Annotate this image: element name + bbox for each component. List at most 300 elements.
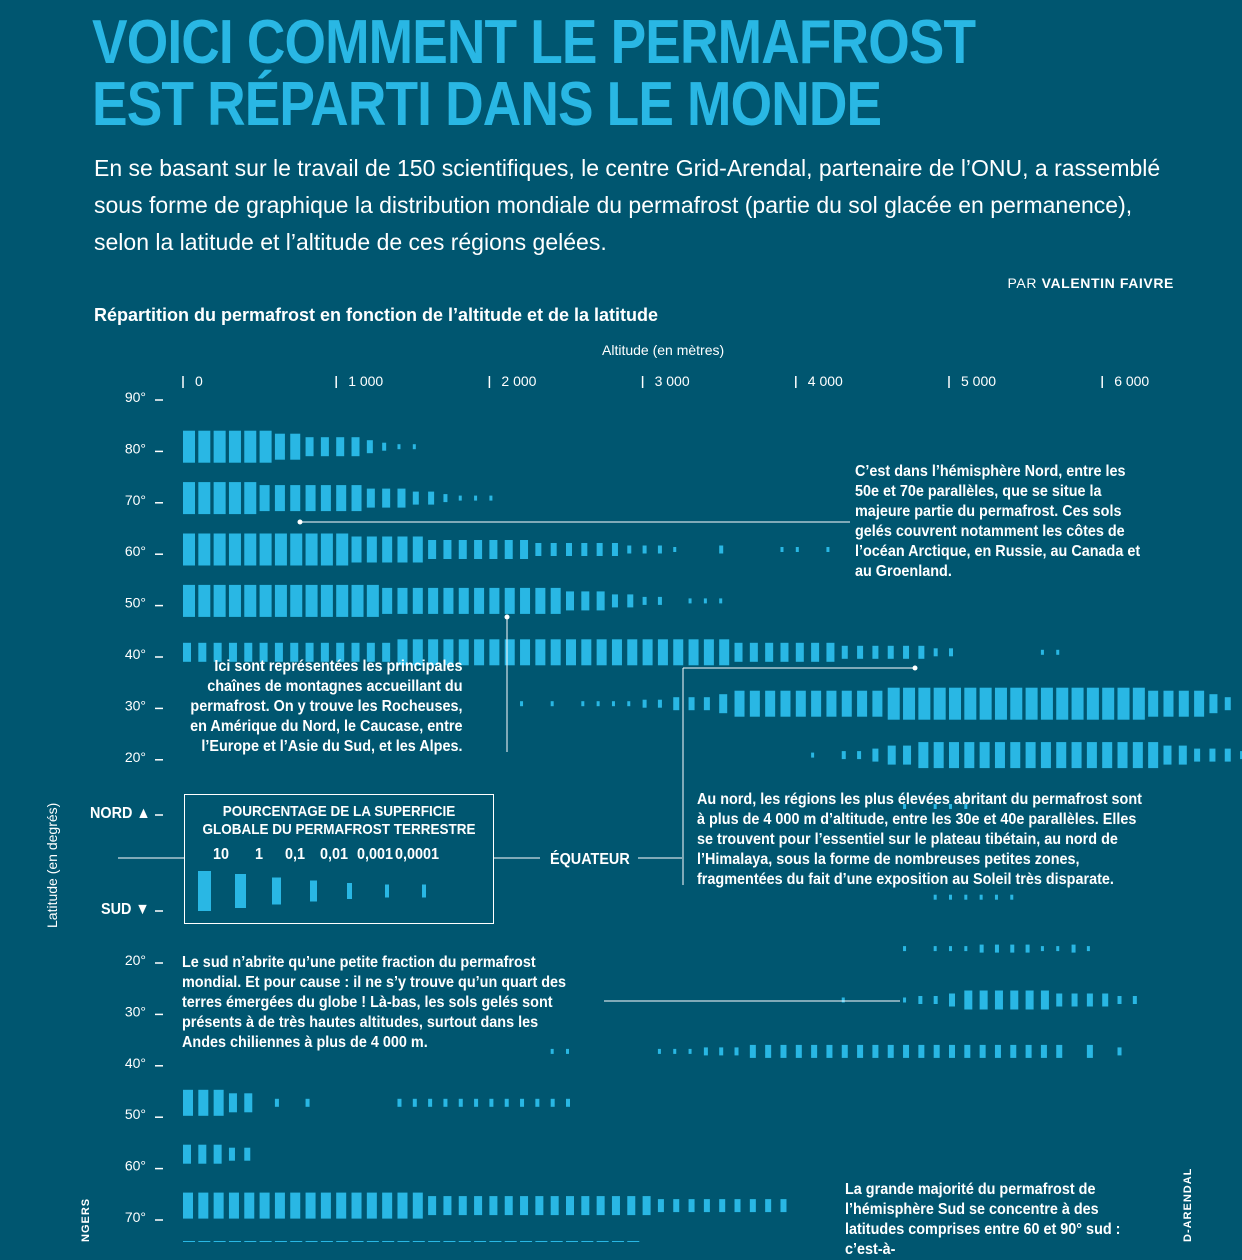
permafrost-bar bbox=[1056, 650, 1059, 655]
permafrost-bar bbox=[413, 588, 423, 614]
permafrost-bar bbox=[551, 543, 557, 556]
permafrost-bar bbox=[290, 485, 300, 511]
permafrost-bar bbox=[443, 494, 447, 502]
permafrost-bar bbox=[229, 534, 241, 566]
permafrost-bar bbox=[949, 742, 959, 768]
permafrost-bar bbox=[489, 1099, 493, 1107]
x-tick-label: 2 000 bbox=[501, 373, 537, 389]
permafrost-bar bbox=[719, 546, 723, 554]
permafrost-bar bbox=[474, 1099, 478, 1107]
permafrost-bar bbox=[260, 431, 272, 463]
permafrost-bar bbox=[1026, 688, 1038, 720]
permafrost-bar bbox=[244, 1093, 252, 1112]
note-mountains: Ici sont représentées les principales chaînes de montagnes accueillant du permafrost. On y trouve les Rocheuses, en Amérique du Nord, le Caucase, entre l’Europe et l’Asie du Sud, et les Alpes. bbox=[190, 658, 463, 755]
permafrost-bar bbox=[1118, 688, 1130, 720]
permafrost-bar bbox=[581, 591, 589, 610]
permafrost-bar bbox=[352, 537, 362, 563]
permafrost-bar bbox=[489, 540, 497, 559]
permafrost-bar bbox=[903, 946, 906, 951]
permafrost-bar bbox=[367, 585, 379, 617]
permafrost-bar bbox=[581, 701, 584, 706]
permafrost-bar bbox=[1056, 994, 1062, 1007]
permafrost-bar bbox=[382, 588, 392, 614]
permafrost-bar bbox=[872, 691, 882, 717]
permafrost-bar bbox=[520, 701, 523, 706]
permafrost-bar bbox=[719, 694, 727, 713]
permafrost-bar bbox=[229, 1093, 237, 1112]
permafrost-bar bbox=[214, 1193, 224, 1219]
permafrost-bar bbox=[397, 444, 400, 449]
permafrost-bar bbox=[995, 895, 998, 900]
permafrost-bar bbox=[566, 543, 572, 556]
permafrost-bar bbox=[612, 594, 618, 607]
permafrost-bar bbox=[597, 543, 603, 556]
permafrost-bar bbox=[612, 639, 622, 665]
permafrost-bar bbox=[244, 431, 256, 463]
permafrost-bar bbox=[551, 1099, 555, 1107]
permafrost-bar bbox=[857, 646, 863, 659]
permafrost-bar bbox=[275, 534, 287, 566]
permafrost-bar bbox=[367, 1193, 377, 1219]
permafrost-bar bbox=[535, 543, 541, 556]
permafrost-bar bbox=[321, 1193, 331, 1219]
permafrost-bar bbox=[1026, 742, 1036, 768]
permafrost-bar bbox=[1041, 991, 1049, 1010]
permafrost-bar bbox=[535, 639, 545, 665]
permafrost-bar bbox=[918, 996, 922, 1004]
legend-label-0-0001: 0,0001 bbox=[395, 846, 440, 863]
permafrost-bar bbox=[918, 1045, 924, 1058]
x-tick-label: 1 000 bbox=[348, 373, 384, 389]
permafrost-bar bbox=[1072, 994, 1078, 1007]
permafrost-bar bbox=[1087, 946, 1090, 951]
permafrost-bar bbox=[397, 1193, 407, 1219]
permafrost-bar bbox=[719, 1199, 725, 1212]
permafrost-bar bbox=[183, 1193, 193, 1219]
permafrost-bar bbox=[306, 1099, 310, 1107]
annotation-dot bbox=[298, 520, 303, 525]
permafrost-bar bbox=[566, 639, 576, 665]
equator-label: ÉQUATEUR bbox=[550, 851, 630, 868]
permafrost-bar bbox=[735, 691, 745, 717]
permafrost-bar bbox=[214, 585, 226, 617]
permafrost-bar bbox=[535, 588, 545, 614]
credit-left: NGERS bbox=[80, 1197, 92, 1242]
permafrost-bar bbox=[1133, 742, 1143, 768]
north-label: NORD ▲ bbox=[90, 805, 151, 822]
permafrost-bar bbox=[244, 1193, 254, 1219]
permafrost-bar bbox=[428, 492, 434, 505]
permafrost-bar bbox=[214, 431, 226, 463]
permafrost-bar bbox=[260, 1193, 270, 1219]
permafrost-bar bbox=[306, 485, 316, 511]
permafrost-bar bbox=[244, 482, 256, 514]
permafrost-bar bbox=[1209, 749, 1215, 762]
permafrost-bar bbox=[934, 946, 937, 951]
permafrost-bar bbox=[597, 639, 607, 665]
permafrost-bar bbox=[367, 537, 377, 563]
permafrost-bar bbox=[811, 691, 821, 717]
permafrost-bar bbox=[765, 691, 775, 717]
permafrost-bar bbox=[735, 643, 743, 662]
permafrost-bar bbox=[903, 998, 906, 1003]
permafrost-bar bbox=[428, 1099, 432, 1107]
permafrost-bar bbox=[520, 1196, 528, 1215]
permafrost-bar bbox=[934, 996, 938, 1004]
permafrost-bar bbox=[1010, 895, 1013, 900]
permafrost-bar bbox=[658, 700, 662, 708]
permafrost-bar bbox=[1118, 742, 1128, 768]
annotation-dot bbox=[913, 666, 918, 671]
permafrost-bar bbox=[214, 534, 226, 566]
permafrost-bar bbox=[673, 697, 679, 710]
permafrost-bar bbox=[1102, 994, 1108, 1007]
permafrost-bar bbox=[903, 1045, 909, 1058]
permafrost-bar bbox=[888, 646, 894, 659]
permafrost-bar bbox=[750, 1199, 756, 1212]
permafrost-bar bbox=[949, 688, 961, 720]
permafrost-bar bbox=[306, 437, 314, 456]
permafrost-bar bbox=[689, 697, 695, 710]
permafrost-bar bbox=[306, 534, 318, 566]
permafrost-bar bbox=[551, 1196, 559, 1215]
permafrost-bar bbox=[796, 691, 806, 717]
permafrost-bar bbox=[336, 437, 344, 456]
permafrost-bar bbox=[949, 895, 952, 900]
permafrost-bar bbox=[980, 991, 988, 1010]
permafrost-bar bbox=[780, 691, 790, 717]
permafrost-bar bbox=[459, 588, 469, 614]
permafrost-bar bbox=[459, 540, 467, 559]
permafrost-bar bbox=[857, 1045, 863, 1058]
permafrost-bar bbox=[750, 691, 760, 717]
permafrost-bar bbox=[520, 588, 530, 614]
permafrost-bar bbox=[643, 700, 647, 708]
permafrost-bar bbox=[566, 1099, 570, 1107]
permafrost-bar bbox=[443, 540, 451, 559]
permafrost-bar bbox=[995, 742, 1005, 768]
permafrost-bar bbox=[964, 895, 967, 900]
permafrost-bar bbox=[352, 1193, 362, 1219]
x-tick-label: 4 000 bbox=[807, 373, 843, 389]
permafrost-bar bbox=[719, 1047, 723, 1055]
x-tick-label: 0 bbox=[195, 373, 203, 389]
y-tick-label-north: 50° bbox=[124, 594, 146, 611]
permafrost-bar bbox=[1194, 691, 1204, 717]
permafrost-bar bbox=[689, 598, 692, 603]
permafrost-bar bbox=[520, 639, 530, 665]
permafrost-bar bbox=[903, 646, 909, 659]
permafrost-bar bbox=[443, 1099, 447, 1107]
y-tick-label-north: 60° bbox=[124, 543, 146, 560]
permafrost-bar bbox=[1010, 1045, 1016, 1058]
permafrost-bar bbox=[489, 1196, 497, 1215]
permafrost-bar bbox=[964, 742, 974, 768]
permafrost-bar bbox=[627, 639, 637, 665]
legend-label-10: 10 bbox=[213, 846, 230, 863]
permafrost-bar bbox=[1225, 697, 1231, 710]
permafrost-bar bbox=[290, 534, 302, 566]
permafrost-bar bbox=[551, 639, 561, 665]
permafrost-bar bbox=[306, 585, 318, 617]
permafrost-bar bbox=[719, 598, 722, 603]
permafrost-bar bbox=[796, 547, 799, 552]
permafrost-bar bbox=[443, 588, 453, 614]
permafrost-bar bbox=[321, 437, 329, 456]
permafrost-bar bbox=[857, 751, 861, 759]
byline-author: VALENTIN FAIVRE bbox=[1041, 275, 1174, 291]
permafrost-bar bbox=[934, 1045, 940, 1058]
permafrost-bar bbox=[1010, 991, 1018, 1010]
permafrost-bar bbox=[244, 1148, 250, 1161]
permafrost-bar bbox=[964, 946, 967, 951]
permafrost-bar bbox=[566, 1196, 574, 1215]
permafrost-bar bbox=[689, 639, 699, 665]
permafrost-bar bbox=[183, 1145, 191, 1164]
permafrost-bar bbox=[627, 701, 630, 706]
permafrost-bar bbox=[413, 1193, 423, 1219]
permafrost-bar bbox=[689, 1049, 692, 1054]
permafrost-bar bbox=[643, 1196, 651, 1215]
intro-text: En se basant sur le travail de 150 scientifiques, le centre Grid-Arendal, partenaire de l’ONU, a rassemblé sous forme de graphique la distribution mondiale du permafrost (partie du sol glacée en permanence), selon la latitude et l’altitude de ces régions gelées. bbox=[94, 155, 1161, 255]
permafrost-bar bbox=[1010, 945, 1014, 953]
permafrost-bar bbox=[397, 588, 407, 614]
permafrost-bar bbox=[275, 434, 285, 460]
permafrost-bar bbox=[428, 588, 438, 614]
permafrost-bar bbox=[1118, 996, 1122, 1004]
permafrost-bar bbox=[1102, 688, 1114, 720]
permafrost-bar bbox=[321, 534, 333, 566]
permafrost-bar bbox=[1041, 688, 1053, 720]
y-axis-title: Latitude (en degrés) bbox=[44, 802, 60, 928]
x-tick-label: 5 000 bbox=[961, 373, 997, 389]
permafrost-bar bbox=[842, 646, 848, 659]
permafrost-bar bbox=[1163, 691, 1173, 717]
permafrost-bar bbox=[367, 440, 373, 453]
permafrost-bar bbox=[765, 643, 773, 662]
permafrost-bar bbox=[1179, 746, 1187, 765]
permafrost-bar bbox=[1072, 688, 1084, 720]
permafrost-bar bbox=[397, 1099, 401, 1107]
permafrost-bar bbox=[673, 1049, 676, 1054]
permafrost-bar bbox=[183, 431, 195, 463]
permafrost-bar bbox=[551, 701, 554, 706]
permafrost-bar bbox=[995, 1045, 1001, 1058]
permafrost-bar bbox=[336, 585, 348, 617]
permafrost-bar bbox=[367, 489, 375, 508]
permafrost-bar bbox=[397, 489, 405, 508]
permafrost-bar bbox=[765, 1199, 771, 1212]
permafrost-bar bbox=[627, 594, 633, 607]
permafrost-bar bbox=[336, 534, 348, 566]
title-line-2: EST RÉPARTI DANS LE MONDE bbox=[92, 70, 882, 139]
permafrost-bar bbox=[198, 585, 210, 617]
permafrost-bar bbox=[474, 540, 482, 559]
permafrost-bar bbox=[949, 946, 952, 951]
credit-right: D-ARENDAL bbox=[1182, 1167, 1194, 1242]
permafrost-bar bbox=[872, 646, 878, 659]
permafrost-bar bbox=[918, 742, 928, 768]
permafrost-bar bbox=[413, 444, 416, 449]
legend-label-0-1: 0,1 bbox=[285, 846, 306, 863]
permafrost-bar bbox=[980, 1045, 986, 1058]
permafrost-bar bbox=[658, 597, 662, 605]
permafrost-bar bbox=[765, 1045, 771, 1058]
permafrost-bar bbox=[183, 534, 195, 566]
permafrost-bar bbox=[903, 688, 915, 720]
permafrost-bar bbox=[183, 1090, 193, 1116]
permafrost-bar bbox=[995, 991, 1003, 1010]
permafrost-bar bbox=[229, 431, 241, 463]
x-tick-label: 3 000 bbox=[654, 373, 690, 389]
permafrost-bar bbox=[275, 1193, 285, 1219]
permafrost-bar bbox=[1072, 945, 1076, 953]
permafrost-bar bbox=[551, 588, 561, 614]
permafrost-bar bbox=[888, 688, 900, 720]
south-label: SUD ▼ bbox=[101, 901, 150, 918]
y-tick-label-north: 80° bbox=[124, 440, 146, 457]
permafrost-bar bbox=[949, 994, 955, 1007]
permafrost-bar bbox=[321, 585, 333, 617]
permafrost-bar bbox=[888, 1045, 894, 1058]
permafrost-bar bbox=[704, 1047, 708, 1055]
permafrost-bar bbox=[704, 697, 710, 710]
permafrost-bar bbox=[934, 688, 946, 720]
legend-label-0-001: 0,001 bbox=[357, 846, 394, 863]
permafrost-bar bbox=[857, 691, 867, 717]
permafrost-bar bbox=[198, 1193, 208, 1219]
permafrost-bar bbox=[949, 1045, 955, 1058]
permafrost-bar bbox=[597, 591, 605, 610]
permafrost-bar bbox=[1056, 946, 1059, 951]
permafrost-bar bbox=[1148, 742, 1158, 768]
permafrost-bar bbox=[1056, 1045, 1062, 1058]
permafrost-bar bbox=[581, 543, 587, 556]
permafrost-bar bbox=[474, 588, 484, 614]
permafrost-bar bbox=[275, 485, 285, 511]
permafrost-bar bbox=[597, 1196, 605, 1215]
permafrost-bar bbox=[1148, 691, 1158, 717]
permafrost-bar bbox=[796, 1045, 802, 1058]
permafrost-bar bbox=[229, 1193, 239, 1219]
permafrost-bar bbox=[198, 431, 210, 463]
permafrost-bar bbox=[1056, 688, 1068, 720]
permafrost-bar bbox=[428, 1196, 436, 1215]
permafrost-bar bbox=[627, 546, 631, 554]
permafrost-bar bbox=[872, 749, 878, 762]
y-tick-label-south: 50° bbox=[124, 1106, 146, 1123]
permafrost-bar bbox=[1133, 996, 1137, 1004]
permafrost-bar bbox=[505, 1099, 509, 1107]
title-line-1: VOICI COMMENT LE PERMAFROST bbox=[92, 8, 976, 77]
permafrost-bar bbox=[1087, 994, 1093, 1007]
permafrost-bar bbox=[673, 639, 683, 665]
permafrost-bar bbox=[321, 485, 331, 511]
permafrost-bar bbox=[382, 489, 390, 508]
permafrost-bar bbox=[964, 1045, 970, 1058]
permafrost-bar bbox=[780, 547, 783, 552]
permafrost-bar bbox=[627, 1196, 635, 1215]
permafrost-bar bbox=[198, 534, 210, 566]
permafrost-bar bbox=[811, 1045, 817, 1058]
permafrost-bar bbox=[980, 742, 990, 768]
permafrost-bar bbox=[796, 643, 804, 662]
permafrost-bar bbox=[842, 998, 845, 1003]
permafrost-bar bbox=[1026, 945, 1030, 953]
permafrost-bar bbox=[459, 496, 462, 501]
permafrost-bar bbox=[643, 546, 647, 554]
permafrost-bar bbox=[459, 1099, 463, 1107]
permafrost-bar bbox=[826, 691, 836, 717]
permafrost-bar bbox=[336, 1193, 346, 1219]
y-tick-label-south: 40° bbox=[124, 1054, 146, 1071]
permafrost-bar bbox=[780, 643, 788, 662]
permafrost-bar bbox=[1041, 650, 1044, 655]
permafrost-bar bbox=[413, 537, 423, 563]
permafrost-bar bbox=[1010, 688, 1022, 720]
note-southern-hemisphere: Le sud n’abrite qu’une petite fraction du permafrost mondial. Et pour cause : il ne s’y trouve qu’un quart des terres émergées du globe ! Là-bas, les sols gelés sont présents à de très hautes altitudes, surtout dans les Andes chiliennes à plus de 4 000 m. bbox=[182, 954, 567, 1051]
permafrost-bar bbox=[780, 1199, 786, 1212]
permafrost-bar bbox=[780, 1045, 786, 1058]
permafrost-bar bbox=[1056, 742, 1066, 768]
permafrost-bar bbox=[658, 1049, 661, 1054]
permafrost-bar bbox=[934, 648, 938, 656]
permafrost-bar bbox=[826, 643, 834, 662]
permafrost-bar bbox=[658, 546, 662, 554]
y-tick-label-north: 40° bbox=[124, 646, 146, 662]
y-tick-label-north: 70° bbox=[124, 491, 146, 508]
permafrost-bar bbox=[260, 585, 272, 617]
permafrost-bar bbox=[382, 443, 386, 451]
permafrost-bar bbox=[413, 1099, 417, 1107]
permafrost-bar bbox=[842, 751, 846, 759]
y-tick-label-north: 90° bbox=[124, 389, 146, 405]
permafrost-bar bbox=[505, 1196, 513, 1215]
permafrost-bar bbox=[811, 643, 819, 662]
permafrost-bar bbox=[1194, 749, 1200, 762]
permafrost-bar bbox=[581, 639, 591, 665]
permafrost-bar bbox=[306, 1193, 316, 1219]
permafrost-bar bbox=[980, 895, 983, 900]
permafrost-bar bbox=[336, 485, 346, 511]
x-tick-label: 6 000 bbox=[1114, 373, 1150, 389]
permafrost-bar bbox=[980, 688, 992, 720]
permafrost-bar bbox=[750, 1045, 756, 1058]
permafrost-bar bbox=[826, 1045, 832, 1058]
permafrost-bar bbox=[658, 639, 668, 665]
permafrost-bar bbox=[260, 485, 270, 511]
y-tick-label-north: 20° bbox=[124, 748, 146, 765]
permafrost-bar bbox=[397, 537, 407, 563]
permafrost-bar bbox=[198, 1090, 208, 1116]
permafrost-bar bbox=[612, 1196, 620, 1215]
permafrost-bar bbox=[428, 540, 436, 559]
permafrost-bar bbox=[673, 547, 676, 552]
permafrost-bar bbox=[964, 688, 976, 720]
permafrost-bar bbox=[1209, 694, 1217, 713]
legend-label-1: 1 bbox=[255, 846, 264, 863]
permafrost-bar bbox=[290, 434, 300, 460]
permafrost-bar bbox=[505, 540, 513, 559]
permafrost-bar bbox=[704, 1199, 710, 1212]
permafrost-bar bbox=[413, 492, 419, 505]
legend bbox=[184, 794, 494, 924]
permafrost-bar bbox=[474, 639, 484, 665]
permafrost-bar bbox=[1026, 1045, 1032, 1058]
permafrost-bar bbox=[995, 688, 1007, 720]
permafrost-bar bbox=[229, 585, 241, 617]
permafrost-bar bbox=[183, 482, 195, 514]
